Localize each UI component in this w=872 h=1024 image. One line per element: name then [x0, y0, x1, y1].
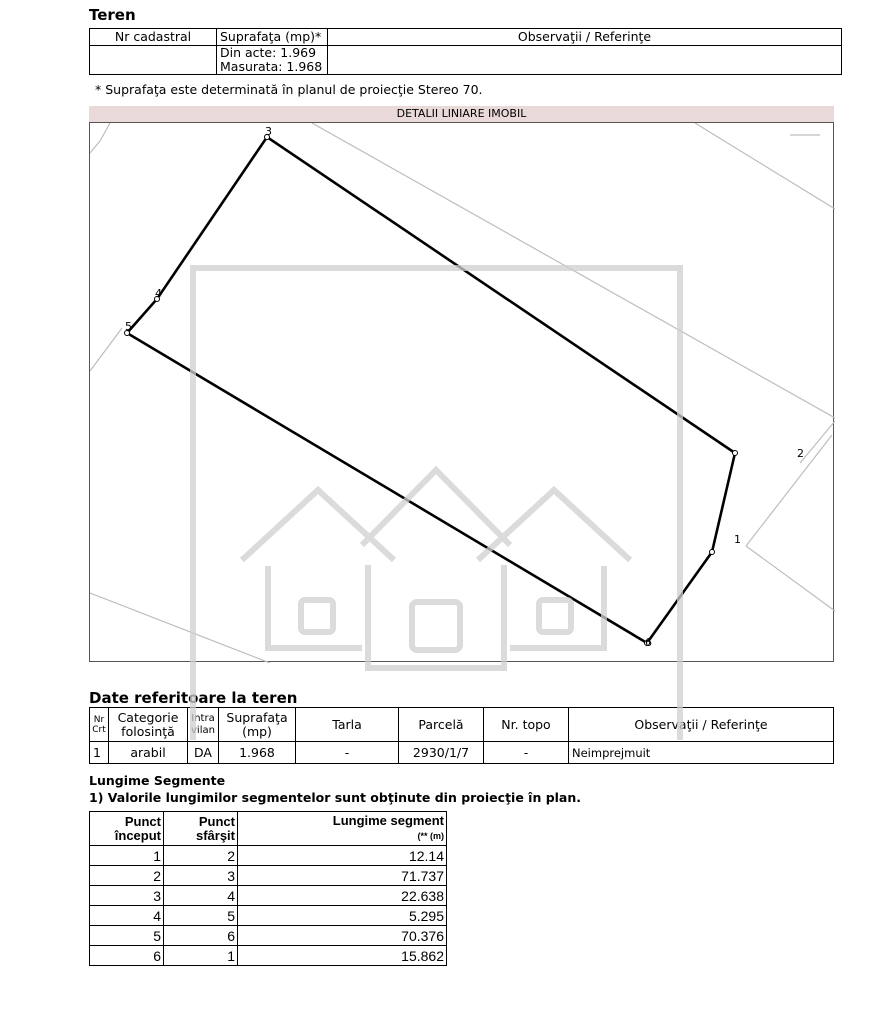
context-line — [90, 141, 100, 153]
segments-note: 1) Valorile lungimilor segmentelor sunt obţinute din proiecţie în plan. — [89, 790, 582, 805]
context-line — [90, 328, 122, 371]
table-row — [90, 866, 447, 886]
cell-parcela: 2930/1/7 — [399, 742, 484, 764]
cell-nr-topo: - — [484, 742, 569, 764]
cell-end: 5 — [164, 906, 238, 926]
cell-end: 3 — [164, 866, 238, 886]
cell-nr-crt: 1 — [90, 742, 109, 764]
header-punct-inceput: Punct început — [90, 812, 164, 846]
cell-start: 1 — [90, 846, 164, 866]
cell-start: 5 — [90, 926, 164, 946]
table-row — [90, 846, 447, 866]
cell-length: 71.737 — [238, 866, 447, 886]
point-label-2: 2 — [797, 447, 804, 460]
detail-header: DETALII LINIARE IMOBIL — [89, 106, 834, 122]
vertex-marker — [710, 550, 715, 555]
teren-table — [89, 28, 842, 75]
parcel-outline — [127, 137, 735, 643]
cell-length: 15.862 — [238, 946, 447, 966]
header-observatii: Observaţii / Referinţe — [569, 708, 834, 742]
cell-start: 3 — [90, 886, 164, 906]
context-line — [746, 435, 832, 546]
table-row — [90, 946, 447, 966]
cell-tarla: - — [296, 742, 399, 764]
plan-drawing — [89, 122, 834, 662]
cell-end: 1 — [164, 946, 238, 966]
section-title-date-teren: Date referitoare la teren — [89, 689, 298, 707]
header-lungime-label: Lungime segment — [332, 813, 444, 828]
header-intravilan: Intra vilan — [188, 708, 219, 742]
header-suprafata: Suprafaţa (mp)* — [217, 29, 328, 46]
cell-observatii — [328, 46, 842, 75]
vertex-marker — [733, 451, 738, 456]
point-label-3: 3 — [265, 125, 272, 138]
cell-intravilan: DA — [188, 742, 219, 764]
header-tarla: Tarla — [296, 708, 399, 742]
cell-length: 12.14 — [238, 846, 447, 866]
neighbor-parcel-lines — [90, 123, 835, 663]
cell-observatii: Neimprejmuit — [569, 742, 834, 764]
context-line — [100, 123, 110, 141]
header-nr-crt: Nr Crt — [90, 708, 109, 742]
table-row — [90, 926, 447, 946]
header-categorie: Categorie folosinţă — [109, 708, 188, 742]
cell-length: 5.295 — [238, 906, 447, 926]
cell-end: 2 — [164, 846, 238, 866]
point-label-6: 6 — [645, 636, 652, 649]
context-line — [800, 421, 835, 463]
context-line — [312, 123, 835, 418]
header-parcela: Parcelă — [399, 708, 484, 742]
table-row — [90, 906, 447, 926]
cell-start: 6 — [90, 946, 164, 966]
segments-table — [89, 811, 447, 966]
cell-nr-cadastral — [90, 46, 217, 75]
header-nr-cadastral: Nr cadastral — [90, 29, 217, 46]
cell-masurata: Masurata: 1.968 — [217, 60, 328, 75]
cell-categorie: arabil — [109, 742, 188, 764]
header-lungime — [238, 812, 447, 846]
cell-length: 70.376 — [238, 926, 447, 946]
header-punct-sfarsit: Punct sfârşit — [164, 812, 238, 846]
context-line — [90, 593, 270, 663]
cell-start: 4 — [90, 906, 164, 926]
date-teren-table — [89, 707, 834, 764]
table-row — [90, 886, 447, 906]
header-nr-topo: Nr. topo — [484, 708, 569, 742]
footnote: * Suprafaţa este determinată în planul de proiecţie Stereo 70. — [95, 82, 483, 97]
context-line — [746, 546, 835, 611]
header-lungime-unit: (** (m) — [417, 831, 444, 841]
cell-end: 4 — [164, 886, 238, 906]
point-label-1: 1 — [734, 533, 741, 546]
cell-start: 2 — [90, 866, 164, 886]
context-line — [695, 123, 835, 209]
section-title-teren: Teren — [89, 6, 136, 24]
cell-end: 6 — [164, 926, 238, 946]
parcel-plan-svg — [90, 123, 835, 663]
point-label-5: 5 — [125, 320, 132, 333]
header-observatii: Observaţii / Referinţe — [328, 29, 842, 46]
header-suprafata: Suprafaţa (mp) — [219, 708, 296, 742]
segments-title: Lungime Segmente — [89, 773, 226, 788]
point-label-4: 4 — [155, 287, 162, 300]
cell-din-acte: Din acte: 1.969 — [217, 46, 328, 61]
cell-suprafata: 1.968 — [219, 742, 296, 764]
cell-length: 22.638 — [238, 886, 447, 906]
